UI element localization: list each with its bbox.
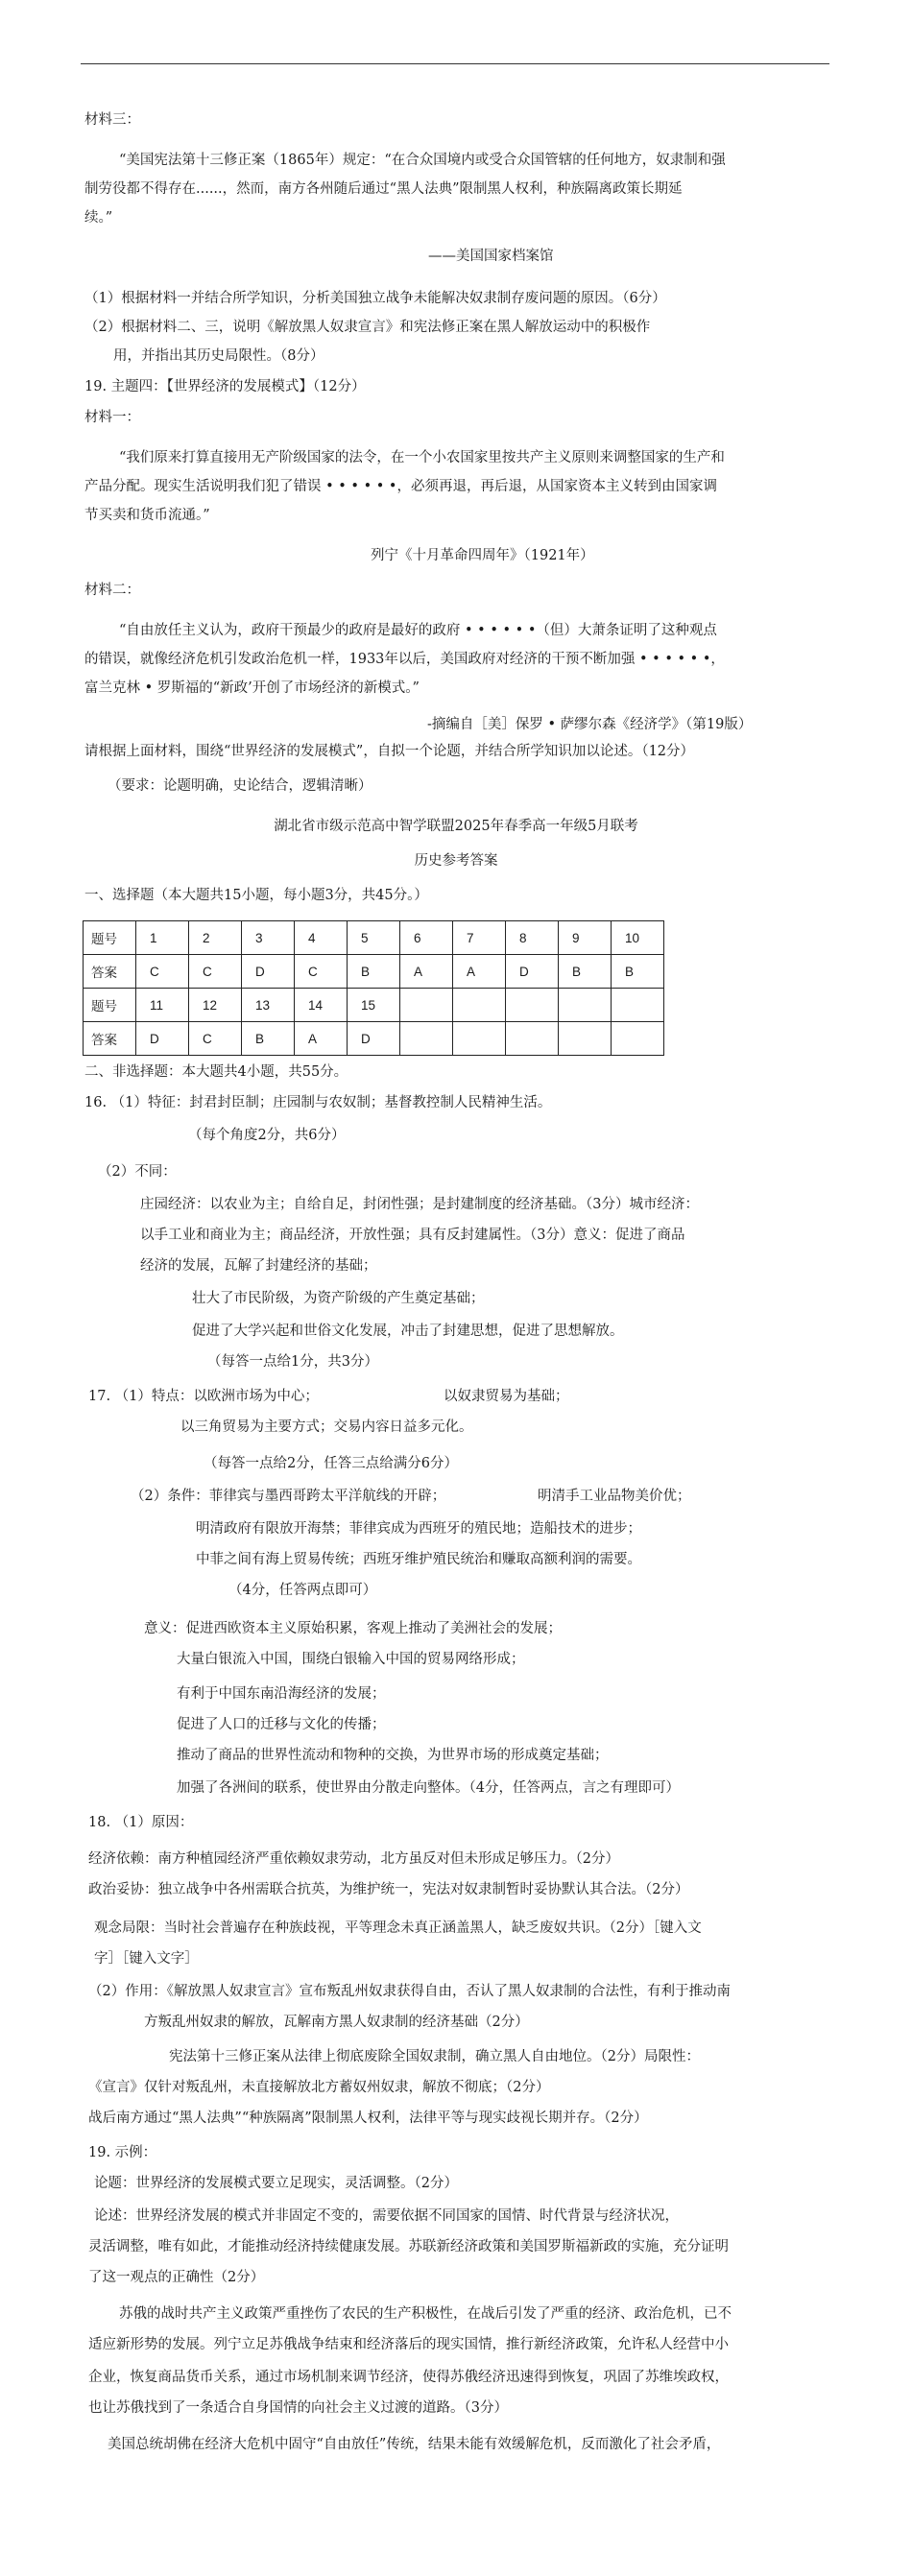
table-cell: B xyxy=(612,955,664,989)
answer-line: 字］［键入文字］ xyxy=(94,1951,199,1967)
answer-line: （2）作用：《解放黑人奴隶宣言》宣布叛乱州奴隶获得自由，否认了黑人奴隶制的合法性，有利于推动南 xyxy=(88,1984,731,1999)
table-row xyxy=(84,921,664,955)
table-row xyxy=(84,955,664,989)
table-cell: 6 xyxy=(400,921,453,955)
answer-line: 了这一观点的正确性（2分） xyxy=(88,2270,265,2285)
table-cell xyxy=(506,1022,559,1056)
answer-line: 企业，恢复商品货币关系，通过市场机制来调节经济，使得苏俄经济迅速得到恢复，巩固了苏维埃政权， xyxy=(88,2370,729,2385)
answer-line: 论题：世界经济的发展模式要立足现实，灵活调整。（2分） xyxy=(94,2176,458,2191)
table-cell: C xyxy=(189,1022,242,1056)
table-cell: 10 xyxy=(612,921,664,955)
material-label: 材料一： xyxy=(84,410,140,425)
answer-line: 促进了人口的迁移与文化的传播； xyxy=(177,1717,386,1732)
material-label: 材料三： xyxy=(84,112,140,128)
answer-line: 经济的发展，瓦解了封建经济的基础； xyxy=(140,1258,377,1274)
table-cell xyxy=(559,989,612,1022)
paragraph-line: “我们原来打算直接用无产阶级国家的法令，在一个小农国家里按共产主义原则来调整国家的生产和 xyxy=(119,450,725,465)
answer-line: （2）不同： xyxy=(98,1164,177,1180)
answer-line: 以奴隶贸易为基础； xyxy=(444,1389,569,1404)
answer-line: 经济依赖：南方种植园经济严重依赖奴隶劳动，北方虽反对但未形成足够压力。（2分） xyxy=(88,1851,619,1867)
score-note: （每答一点给2分，任答三点给满分6分） xyxy=(204,1456,458,1471)
table-cell: B xyxy=(242,1022,295,1056)
table-cell: D xyxy=(136,1022,189,1056)
answer-line: 加强了各洲间的联系，使世界由分散走向整体。（4分，任答两点，言之有理即可） xyxy=(177,1780,680,1796)
answer-line: 庄园经济：以农业为主；自给自足，封闭性强；是封建制度的经济基础。（3分）城市经济： xyxy=(140,1197,699,1212)
question-line: （2）根据材料二、三，说明《解放黑人奴隶宣言》和宪法修正案在黑人解放运动中的积极作 xyxy=(84,320,651,335)
table-cell xyxy=(506,989,559,1022)
answer-line: 论述：世界经济发展的模式并非固定不变的，需要依据不同国家的国情、时代背景与经济状况， xyxy=(94,2208,679,2224)
paragraph-line: 节买卖和货币流通。” xyxy=(84,508,210,523)
table-cell: 1 xyxy=(136,921,189,955)
table-cell: 7 xyxy=(453,921,506,955)
table-cell: 15 xyxy=(348,989,400,1022)
table-cell: A xyxy=(453,955,506,989)
table-cell: 4 xyxy=(295,921,348,955)
answer-line: 有利于中国东南沿海经济的发展； xyxy=(177,1686,386,1702)
table-cell: A xyxy=(295,1022,348,1056)
answer-line: （2）条件：菲律宾与墨西哥跨太平洋航线的开辟； xyxy=(131,1489,446,1504)
table-cell: C xyxy=(295,955,348,989)
question-line: 用，并指出其历史局限性。（8分） xyxy=(113,348,324,364)
table-cell xyxy=(453,989,506,1022)
answer-line: 观念局限：当时社会普遍存在种族歧视，平等理念未真正涵盖黑人，缺乏废奴共识。（2分）［键入文 xyxy=(94,1920,702,1936)
answer-line: 政治妥协：独立战争中各州需联合抗英，为维护统一，宪法对奴隶制暂时妥协默认其合法。（2分） xyxy=(88,1882,689,1897)
table-cell xyxy=(612,989,664,1022)
question-line: （1）根据材料一并结合所学知识，分析美国独立战争未能解决奴隶制存废问题的原因。（6分） xyxy=(84,291,666,306)
table-cell xyxy=(612,1022,664,1056)
answer-line: 明清手工业品物美价优； xyxy=(538,1489,691,1504)
table-cell: D xyxy=(506,955,559,989)
answer-line: 19. 示例： xyxy=(88,2145,157,2160)
table-cell: 12 xyxy=(189,989,242,1022)
answer-table xyxy=(83,920,664,1056)
section-heading: 一、选择题（本大题共15小题，每小题3分，共45分。） xyxy=(84,888,428,903)
answer-line: 意义：促进西欧资本主义原始积累，客观上推动了美洲社会的发展； xyxy=(144,1621,562,1636)
table-header-cell: 答案 xyxy=(84,955,136,989)
source-citation: ——美国国家档案馆 xyxy=(428,249,554,264)
paragraph-line: “美国宪法第十三修正案（1865年）规定：“在合众国境内或受合众国管辖的任何地方，奴隶制和强 xyxy=(119,153,726,168)
table-cell: C xyxy=(136,955,189,989)
table-cell: 14 xyxy=(295,989,348,1022)
paragraph-line: 的错误，就像经济危机引发政治危机一样，1933年以后，美国政府对经济的干预不断加强 • • • • • •， xyxy=(84,652,725,667)
answer-line: 宪法第十三修正案从法律上彻底废除全国奴隶制，确立黑人自由地位。（2分）局限性： xyxy=(169,2049,700,2064)
table-row xyxy=(84,1022,664,1056)
paragraph-line: 产品分配。现实生活说明我们犯了错误 • • • • • •，必须再退，再后退，从国家资本主义转到由国家调 xyxy=(84,479,717,494)
answer-line: 苏俄的战时共产主义政策严重挫伤了农民的生产积极性，在战后引发了严重的经济、政治危机，已不 xyxy=(119,2306,732,2322)
answer-line: 17. （1）特点：以欧洲市场为中心； xyxy=(88,1389,319,1404)
score-note: （4分，任答两点即可） xyxy=(228,1583,377,1598)
paragraph-line: “自由放任主义认为，政府干预最少的政府是最好的政府 • • • • • •（但）大萧条证明了这种观点 xyxy=(119,623,717,638)
answer-line: 壮大了市民阶级，为资产阶级的产生奠定基础； xyxy=(192,1291,485,1306)
source-citation: -摘编自［美］保罗 • 萨缪尔森《经济学》（第19版） xyxy=(427,717,753,732)
table-cell xyxy=(400,1022,453,1056)
table-cell: 2 xyxy=(189,921,242,955)
table-header-cell: 题号 xyxy=(84,989,136,1022)
table-header-cell: 答案 xyxy=(84,1022,136,1056)
table-cell: B xyxy=(348,955,400,989)
answer-line: 以三角贸易为主要方式；交易内容日益多元化。 xyxy=(180,1419,473,1435)
table-cell: 13 xyxy=(242,989,295,1022)
answer-line: 促进了大学兴起和世俗文化发展，冲击了封建思想，促进了思想解放。 xyxy=(192,1324,624,1339)
material-label: 材料二： xyxy=(84,583,140,598)
paragraph-line: 制劳役都不得存在......，然而，南方各州随后通过“黑人法典”限制黑人权利，种族隔离政策长期延 xyxy=(84,181,683,197)
table-cell: A xyxy=(400,955,453,989)
answer-line: 中菲之间有海上贸易传统；西班牙维护殖民统治和赚取高额利润的需要。 xyxy=(196,1552,641,1567)
table-cell xyxy=(400,989,453,1022)
answer-line: 《宣言》仅针对叛乱州，未直接解放北方蓄奴州奴隶，解放不彻底；（2分） xyxy=(88,2080,550,2095)
header-rule xyxy=(81,63,829,64)
answer-line: 也让苏俄找到了一条适合自身国情的向社会主义过渡的道路。（3分） xyxy=(88,2400,508,2416)
table-cell xyxy=(453,1022,506,1056)
table-cell: D xyxy=(242,955,295,989)
answer-line: 16. （1）特征：封君封臣制；庄园制与农奴制；基督教控制人民精神生活。 xyxy=(84,1095,552,1110)
score-note: （每个角度2分，共6分） xyxy=(188,1128,346,1143)
table-cell: C xyxy=(189,955,242,989)
table-cell: 11 xyxy=(136,989,189,1022)
paragraph-line: 续。” xyxy=(84,210,113,226)
answer-line: 方叛乱州奴隶的解放，瓦解南方黑人奴隶制的经济基础（2分） xyxy=(144,2015,529,2030)
topic-heading: 19. 主题四：【世界经济的发展模式】（12分） xyxy=(84,379,366,394)
section-heading: 二、非选择题：本大题共4小题，共55分。 xyxy=(84,1064,348,1080)
source-citation: 列宁《十月革命四周年》（1921年） xyxy=(371,548,594,563)
answer-line: 推动了商品的世界性流动和物种的交换，为世界市场的形成奠定基础； xyxy=(177,1748,609,1763)
table-cell: 9 xyxy=(559,921,612,955)
answer-line: 美国总统胡佛在经济大危机中固守“自由放任”传统，结果未能有效缓解危机，反而激化了社会矛盾， xyxy=(108,2437,721,2452)
answer-title: 湖北省市级示范高中智学联盟2025年春季高一年级5月联考 xyxy=(274,819,638,834)
requirement-note: （要求：论题明确，史论结合，逻辑清晰） xyxy=(108,778,372,794)
table-cell: B xyxy=(559,955,612,989)
table-cell: 3 xyxy=(242,921,295,955)
table-header-cell: 题号 xyxy=(84,921,136,955)
answer-line: 适应新形势的发展。列宁立足苏俄战争结束和经济落后的现实国情，推行新经济政策，允许私人经营中小 xyxy=(88,2337,729,2352)
answer-line: 18. （1）原因： xyxy=(88,1815,194,1830)
answer-subtitle: 历史参考答案 xyxy=(414,853,498,869)
answer-line: 灵活调整，唯有如此，才能推动经济持续健康发展。苏联新经济政策和美国罗斯福新政的实施，充分证明 xyxy=(88,2239,729,2254)
answer-line: 以手工业和商业为主；商品经济，开放性强；具有反封建属性。（3分）意义：促进了商品 xyxy=(140,1228,685,1243)
table-cell: 5 xyxy=(348,921,400,955)
paragraph-line: 富兰克林 • 罗斯福的“新政’开创了市场经济的新模式。” xyxy=(84,680,420,696)
question-line: 请根据上面材料，围绕“世界经济的发展模式”，自拟一个论题，并结合所学知识加以论述。（12分） xyxy=(84,744,695,759)
table-cell: 8 xyxy=(506,921,559,955)
table-cell xyxy=(559,1022,612,1056)
score-note: （每答一点给1分，共3分） xyxy=(207,1354,378,1370)
answer-line: 大量白银流入中国，围绕白银输入中国的贸易网络形成； xyxy=(177,1652,525,1667)
answer-line: 明清政府有限放开海禁；菲律宾成为西班牙的殖民地；造船技术的进步； xyxy=(196,1521,641,1537)
table-cell: D xyxy=(348,1022,400,1056)
answer-line: 战后南方通过“黑人法典”“种族隔离”限制黑人权利，法律平等与现实歧视长期并存。（2分） xyxy=(88,2111,648,2126)
table-row xyxy=(84,989,664,1022)
